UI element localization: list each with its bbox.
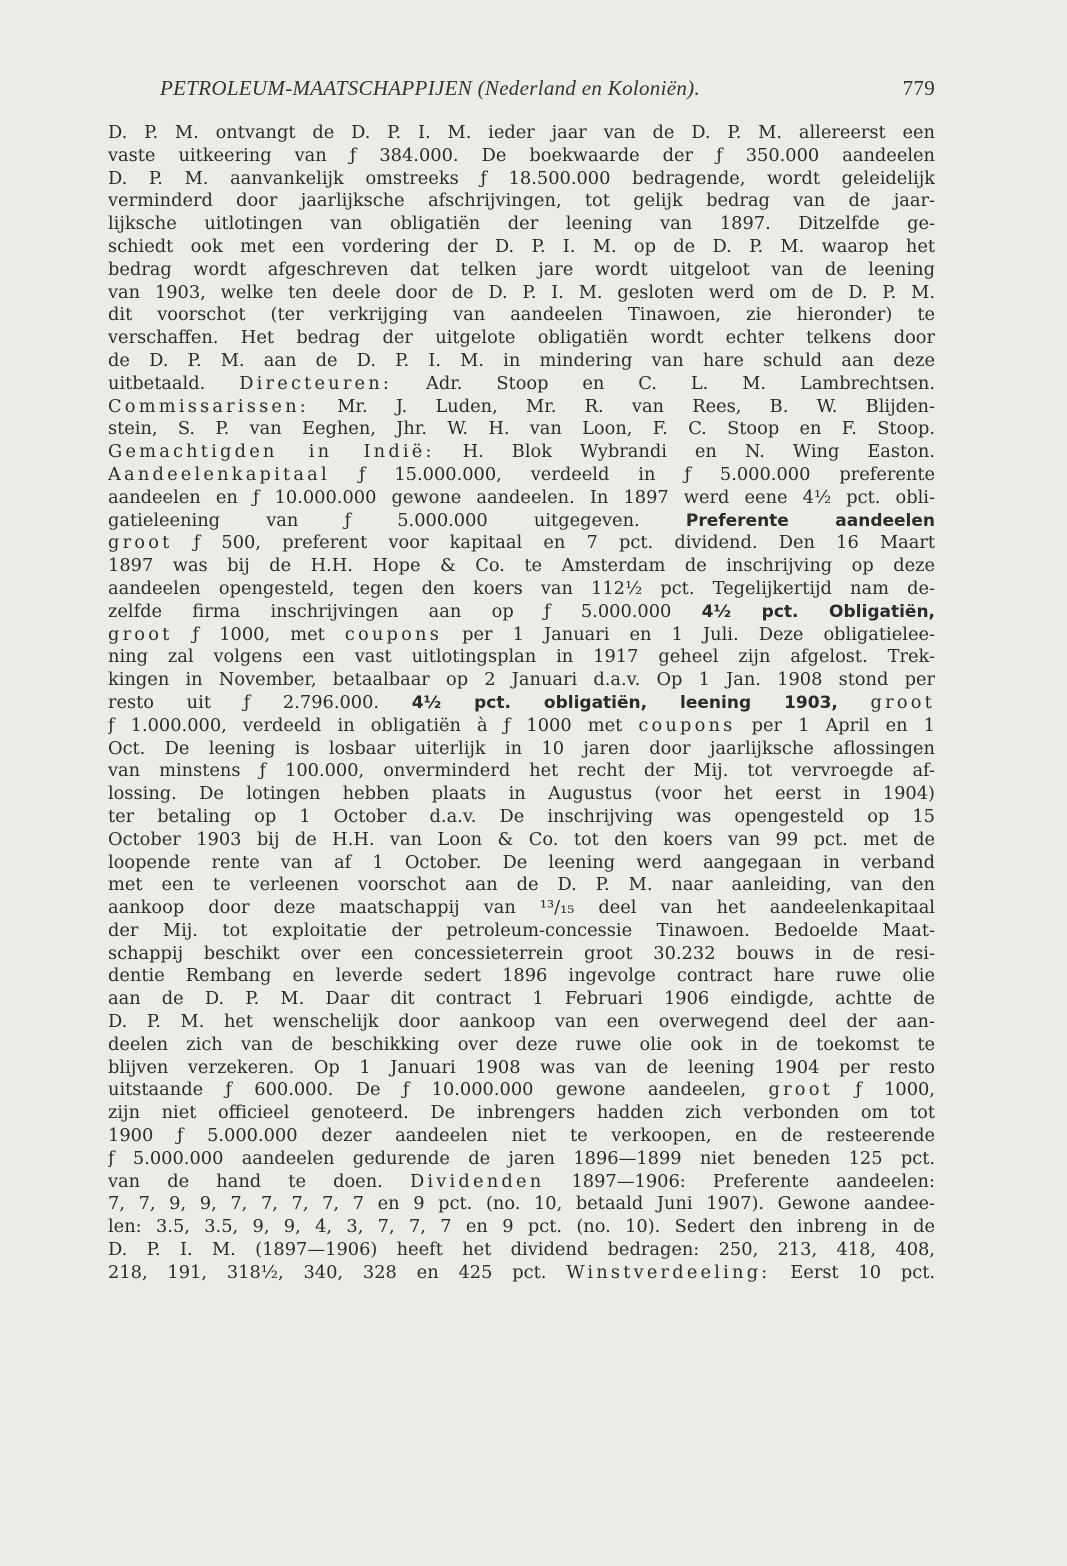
body-text	[108, 122, 935, 1285]
text-run: ƒ 15.000.000, verdeeld in ƒ 5.000.000 preferente	[329, 463, 935, 485]
text-line: blijven verzekeren. Op 1 Januari 1908 was van de leening 1904 per resto	[108, 1056, 935, 1078]
text-line: ning zal volgens een vast uitlotingsplan in 1917 geheel zijn afgelost. Trek-	[108, 646, 935, 668]
text-line: de D. P. M. aan de D. P. I. M. in mindering van hare schuld aan deze	[108, 349, 935, 371]
text-line: ter betaling op 1 October d.a.v. De inschrijving was opengesteld op 15	[108, 805, 935, 827]
text-line: October 1903 bij de H.H. van Loon & Co. tot den koers van 99 pct. met de	[108, 828, 935, 850]
text-line	[108, 1079, 935, 1102]
spaced-term-coupons: coupons	[344, 623, 443, 645]
text-line	[108, 510, 935, 533]
text-run: zelfde firma inschrijvingen aan op ƒ 5.000.000	[108, 600, 702, 622]
text-line: dentie Rembang en leverde sedert 1896 ingevolge contract hare ruwe olie	[108, 965, 935, 987]
text-line: verminderd door jaarlijksche afschrijvingen, tot gelijk bedrag van de jaar-	[108, 190, 935, 212]
text-run: Mr. J. Luden, Mr. R. van Rees, B. W. Blijden-	[308, 395, 935, 417]
spaced-term-gemachtigden: Gemachtigden in Indië:	[108, 441, 435, 463]
text-line: 1900 ƒ 5.000.000 dezer aandeelen niet te verkoopen, en de resteerende	[108, 1125, 935, 1147]
text-line	[108, 441, 935, 464]
text-line: 7, 7, 9, 9, 7, 7, 7, 7, 7 en 9 pct. (no. 10, betaald Juni 1907). Gewone aandee-	[108, 1193, 935, 1215]
text-run: van de hand te doen.	[108, 1170, 410, 1192]
text-run: gatieleening van ƒ 5.000.000 uitgegeven.	[108, 509, 686, 531]
bold-heading-preferente: Preferente aandeelen	[685, 510, 935, 531]
text-line: van minstens ƒ 100.000, onverminderd het recht der Mij. tot vervroegde af-	[108, 760, 935, 782]
text-run: Adr. Stoop en C. L. M. Lambrechtsen.	[392, 372, 935, 394]
text-line	[108, 601, 935, 624]
text-run: per 1 April en 1	[735, 714, 935, 736]
spaced-term-groot: groot	[768, 1079, 833, 1101]
text-line: D. P. I. M. (1897—1906) heeft het dividend bedragen: 250, 213, 418, 408,	[108, 1239, 935, 1261]
text-run: ƒ 1000,	[832, 1079, 935, 1101]
text-line: zijn niet officieel genoteerd. De inbrengers hadden zich verbonden om tot	[108, 1102, 935, 1124]
text-line: bedrag wordt afgeschreven dat telken jare wordt uitgeloot van de leening	[108, 258, 935, 280]
text-line: loopende rente van af 1 October. De leening werd aangegaan in verband	[108, 851, 935, 873]
spaced-term-groot: groot	[108, 532, 173, 554]
text-line	[108, 1262, 935, 1285]
text-line: D. P. M. ontvangt de D. P. I. M. ieder jaar van de D. P. M. allereerst een	[108, 122, 935, 143]
bold-heading-leening-1903: 4½ pct. obligatiën, leening 1903,	[411, 692, 838, 713]
header-title: PETROLEUM-MAATSCHAPPIJEN (Nederland en Koloniën).	[160, 76, 700, 100]
spaced-term-winstverdeeling: Winstverdeeling:	[566, 1261, 771, 1283]
text-run: 218, 191, 318½, 340, 328 en 425 pct.	[108, 1261, 567, 1283]
text-run: ƒ 500, preferent voor kapitaal en 7 pct. dividend. Den 16 Maart	[172, 532, 935, 554]
text-run: H. Blok Wybrandi en N. Wing Easton.	[434, 441, 935, 463]
spaced-term-directeuren: Directeuren:	[239, 372, 393, 394]
text-line	[108, 373, 935, 396]
text-run: ƒ 1.000.000, verdeeld in obligatiën à ƒ 1000 met	[108, 714, 639, 736]
text-run	[838, 692, 871, 713]
text-run: Eerst 10 pct.	[770, 1261, 935, 1283]
text-run: 1897—1906: Preferente aandeelen:	[544, 1170, 935, 1192]
text-run: uitstaande ƒ 600.000. De ƒ 10.000.000 gewone aandeelen,	[108, 1079, 769, 1101]
text-line	[108, 624, 935, 647]
text-line: D. P. M. aanvankelijk omstreeks ƒ 18.500.000 bedragende, wordt geleidelijk	[108, 167, 935, 189]
text-line: deelen zich van de beschikking over deze ruwe olie ook in de toekomst te	[108, 1033, 935, 1055]
text-line: lijksche uitlotingen van obligatiën der leening van 1897. Ditzelfde ge-	[108, 213, 935, 235]
running-header	[160, 76, 935, 106]
text-line: D. P. M. het wenschelijk door aankoop van een overwegend deel der aan-	[108, 1011, 935, 1033]
text-line	[108, 532, 935, 555]
text-line	[108, 692, 935, 715]
text-line: schiedt ook met een vordering der D. P. I. M. op de D. P. M. waarop het	[108, 235, 935, 257]
text-line	[108, 464, 935, 487]
text-line: aandeelen opengesteld, tegen den koers van 112½ pct. Tegelijkertijd nam de-	[108, 577, 935, 599]
bold-heading-obligatien: 4½ pct. Obligatiën,	[701, 601, 935, 622]
text-line: schappij beschikt over een concessieterrein groot 30.232 bouws in de resi-	[108, 942, 935, 964]
text-line: Oct. De leening is losbaar uiterlijk in 10 jaren door jaarlijksche aflossingen	[108, 737, 935, 759]
spaced-term-groot: groot	[870, 691, 935, 713]
text-line	[108, 396, 935, 419]
spaced-term-aandeelenkapitaal: Aandeelenkapitaal	[108, 463, 330, 485]
text-line	[108, 715, 935, 738]
text-line: kingen in November, betaalbaar op 2 Januari d.a.v. Op 1 Jan. 1908 stond per	[108, 669, 935, 691]
text-run: uitbetaald.	[108, 372, 240, 394]
text-run: per 1 Januari en 1 Juli. Deze obligatieleе-	[442, 623, 935, 645]
text-line: len: 3.5, 3.5, 9, 9, 4, 3, 7, 7, 7 en 9 pct. (no. 10). Sedert den inbreng in de	[108, 1216, 935, 1238]
text-line: der Mij. tot exploitatie der petroleum-concessie Tinawoen. Bedoelde Maat-	[108, 919, 935, 941]
text-line: ƒ 5.000.000 aandeelen gedurende de jaren 1896—1899 niet beneden 125 pct.	[108, 1147, 935, 1169]
text-line: aankoop door deze maatschappij van ¹³/₁₅ deel van het aandeelenkapitaal	[108, 897, 935, 919]
text-line: aan de D. P. M. Daar dit contract 1 Februari 1906 eindigde, achtte de	[108, 988, 935, 1010]
spaced-term-dividenden: Dividenden	[409, 1170, 545, 1192]
text-line: aandeelen en ƒ 10.000.000 gewone aandeelen. In 1897 werd eene 4½ pct. obli-	[108, 486, 935, 508]
text-line: van 1903, welke ten deele door de D. P. I. M. gesloten werd om de D. P. M.	[108, 281, 935, 303]
text-line	[108, 1171, 935, 1194]
spaced-term-groot: groot	[108, 623, 173, 645]
text-line: lossing. De lotingen hebben plaats in Augustus (voor het eerst in 1904)	[108, 783, 935, 805]
text-line: 1897 was bij de H.H. Hope & Co. te Amsterdam de inschrijving op deze	[108, 555, 935, 577]
text-line: met een te verleenen voorschot aan de D. P. M. naar aanleiding, van den	[108, 874, 935, 896]
text-run: resto uit ƒ 2.796.000.	[108, 691, 412, 713]
text-line: stein, S. P. van Eeghen, Jhr. W. H. van Loon, F. C. Stoop en F. Stoop.	[108, 418, 935, 440]
page-number: 779	[902, 76, 935, 100]
text-run: ƒ 1000, met	[172, 623, 345, 645]
spaced-term-commissarissen: Commissarissen:	[108, 395, 309, 417]
text-line: vaste uitkeering van ƒ 384.000. De boekwaarde der ƒ 350.000 aandeelen	[108, 144, 935, 166]
text-line: dit voorschot (ter verkrijging van aandeelen Tinawoen, zie hieronder) te	[108, 304, 935, 326]
text-line: verschaffen. Het bedrag der uitgelote obligatiën wordt echter telkens door	[108, 327, 935, 349]
spaced-term-coupons: coupons	[638, 714, 736, 736]
